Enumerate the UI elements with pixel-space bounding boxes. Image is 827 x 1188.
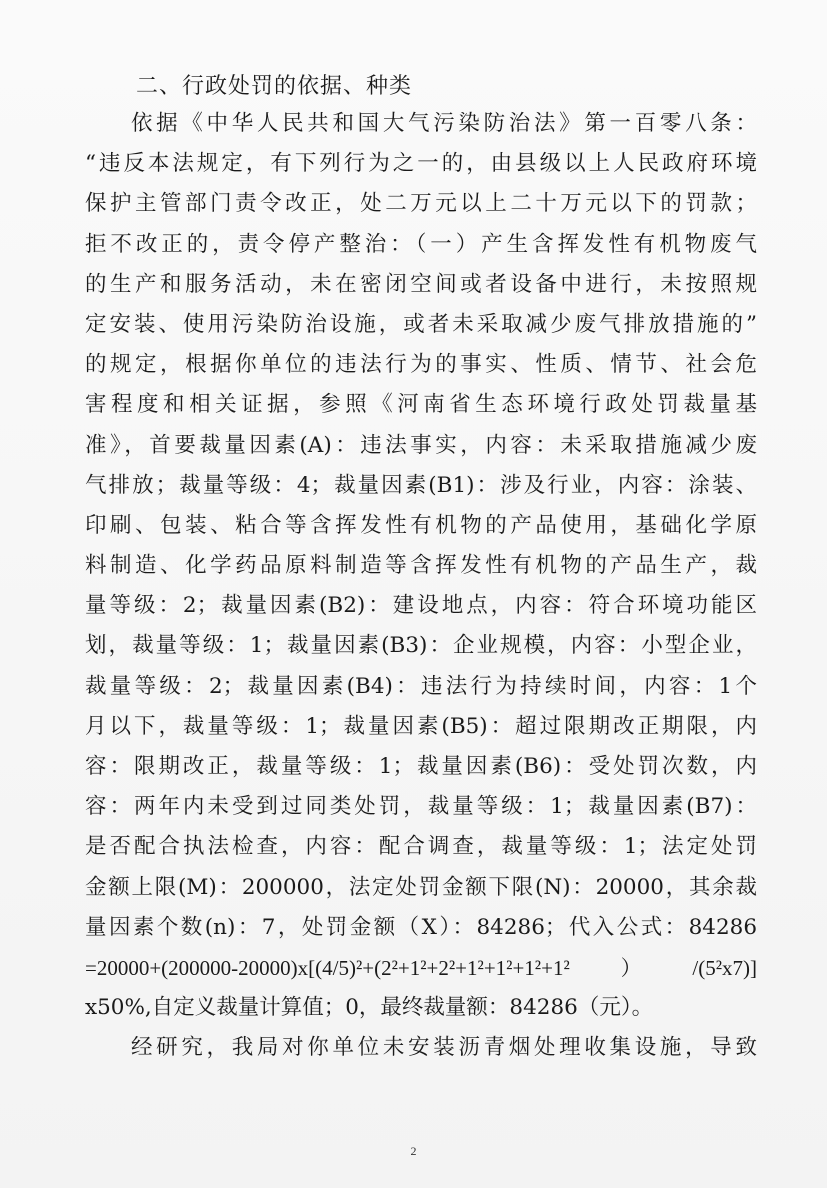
body-line: =20000+(200000-20000)x[(4/5)²+(2²+1²+2²+1²+1²+1²+1²）/(5²x7)] — [85, 955, 757, 980]
body-line: 气排放；裁量等级：4；裁量因素(B1)：涉及行业，内容：涂装、 — [85, 472, 757, 498]
body-line: 拒不改正的，责令停产整治：（一）产生含挥发性有机物废气 — [85, 231, 757, 257]
body-line: 定安装、使用污染防治设施，或者未采取减少废气排放措施的” — [85, 311, 757, 337]
body-line: 印刷、包装、粘合等含挥发性有机物的产品使用，基础化学原 — [85, 512, 757, 538]
body-line: 裁量等级：2；裁量因素(B4)：违法行为持续时间，内容：1个 — [85, 673, 757, 699]
body-line: 是否配合执法检查，内容：配合调查，裁量等级：1；法定处罚 — [85, 834, 757, 860]
body-line: 准》，首要裁量因素(A)：违法事实，内容：未采取措施减少废 — [85, 432, 757, 458]
body-paragraphs — [85, 104, 757, 1069]
body-line: 量等级：2；裁量因素(B2)：建设地点，内容：符合环境功能区 — [85, 593, 757, 619]
body-line: 保护主管部门责令改正，处二万元以上二十万元以下的罚款； — [85, 191, 757, 217]
body-line: x50%,自定义裁量计算值；0，最终裁量额：84286（元）。 — [85, 995, 654, 1021]
body-line: 依据《中华人民共和国大气污染防治法》第一百零八条： — [131, 111, 757, 136]
body-line: 量因素个数(n)：7，处罚金额（X）：84286；代入公式：84286 — [85, 914, 757, 940]
body-line: 害程度和相关证据，参照《河南省生态环境行政处罚裁量基 — [85, 392, 757, 418]
body-line: 料制造、化学药品原料制造等含挥发性有机物的产品生产，裁 — [85, 553, 757, 579]
body-line: 容：两年内未受到过同类处罚，裁量等级：1；裁量因素(B7)： — [85, 794, 757, 820]
body-line: 月以下，裁量等级：1；裁量因素(B5)：超过限期改正期限，内 — [85, 713, 757, 739]
body-line: 的规定，根据你单位的违法行为的事实、性质、情节、社会危 — [85, 352, 757, 378]
body-line: 的生产和服务活动，未在密闭空间或者设备中进行，未按照规 — [85, 271, 757, 297]
page-number: 2 — [410, 1144, 417, 1158]
body-line: 金额上限(M)：200000，法定处罚金额下限(N)：20000，其余裁 — [85, 874, 757, 900]
body-line: “违反本法规定，有下列行为之一的，由县级以上人民政府环境 — [85, 151, 757, 177]
body-line: 划，裁量等级：1；裁量因素(B3)：企业规模，内容：小型企业， — [85, 633, 757, 659]
body-line: 经研究，我局对你单位未安装沥青烟处理收集设施，导致 — [131, 1035, 757, 1061]
section-heading: 二、行政处罚的依据、种类 — [136, 74, 413, 99]
body-line: 容：限期改正，裁量等级：1；裁量因素(B6)：受处罚次数，内 — [85, 754, 757, 779]
